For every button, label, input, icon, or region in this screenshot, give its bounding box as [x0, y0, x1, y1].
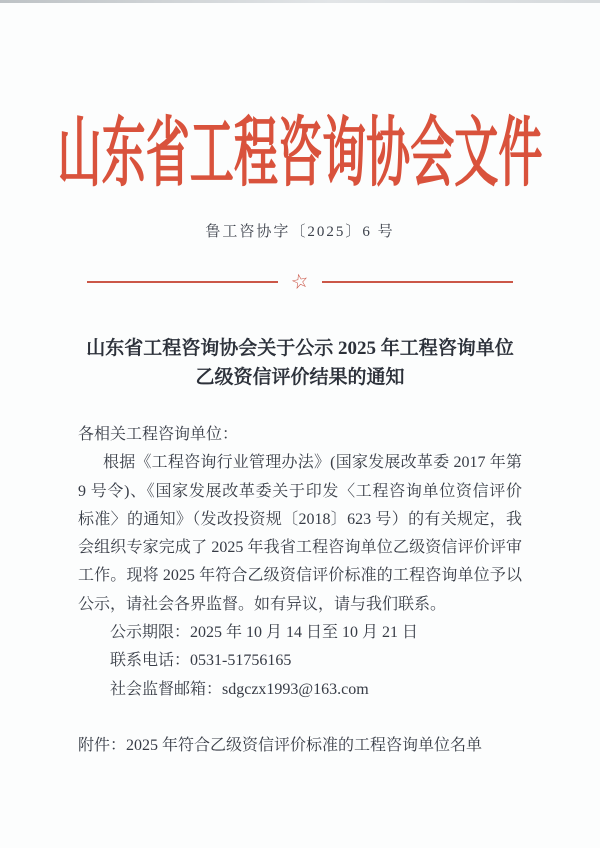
paragraph-line: 根据《工程咨询行业管理办法》(国家发展改革委 2017 年第	[103, 454, 522, 472]
document-body	[78, 421, 522, 760]
masthead-title: 山东省工程咨询协会文件	[57, 112, 543, 196]
star-icon: ☆	[288, 269, 312, 295]
contact-phone: 联系电话：0531-51756165	[110, 652, 292, 670]
notice-title-line2: 乙级资信评价结果的通知	[195, 367, 405, 388]
scan-edge-artifact	[0, 0, 600, 3]
divider-rule-right	[322, 281, 513, 283]
paragraph-line: 会组织专家完成了 2025 年我省工程咨询单位乙级资信评价评审	[78, 539, 522, 557]
notice-title	[0, 334, 600, 392]
paragraph-line: 9 号令)、《国家发展改革委关于印发〈工程咨询单位资信评价	[78, 482, 522, 500]
paragraph-line: 公示，请社会各界监督。如有异议，请与我们联系。	[78, 595, 447, 613]
attachment-note: 附件：2025 年符合乙级资信评价标准的工程咨询单位名单	[78, 736, 483, 754]
divider-rule-left	[87, 281, 278, 283]
notice-title-line1: 山东省工程咨询协会关于公示 2025 年工程咨询单位	[86, 338, 514, 359]
publicity-period: 公示期限：2025 年 10 月 14 日至 10 月 21 日	[110, 624, 419, 642]
paragraph-line: 工作。现将 2025 年符合乙级资信评价标准的工程咨询单位予以	[78, 567, 522, 585]
red-divider	[87, 269, 513, 295]
document-number: 鲁工咨协字〔2025〕6 号	[205, 224, 395, 240]
paragraph-line: 标准〉的通知》（发改投资规〔2018〕623 号）的有关规定，我	[78, 510, 522, 528]
salutation: 各相关工程咨询单位：	[78, 426, 239, 443]
supervision-email: 社会监督邮箱：sdgczx1993@163.com	[110, 680, 369, 698]
